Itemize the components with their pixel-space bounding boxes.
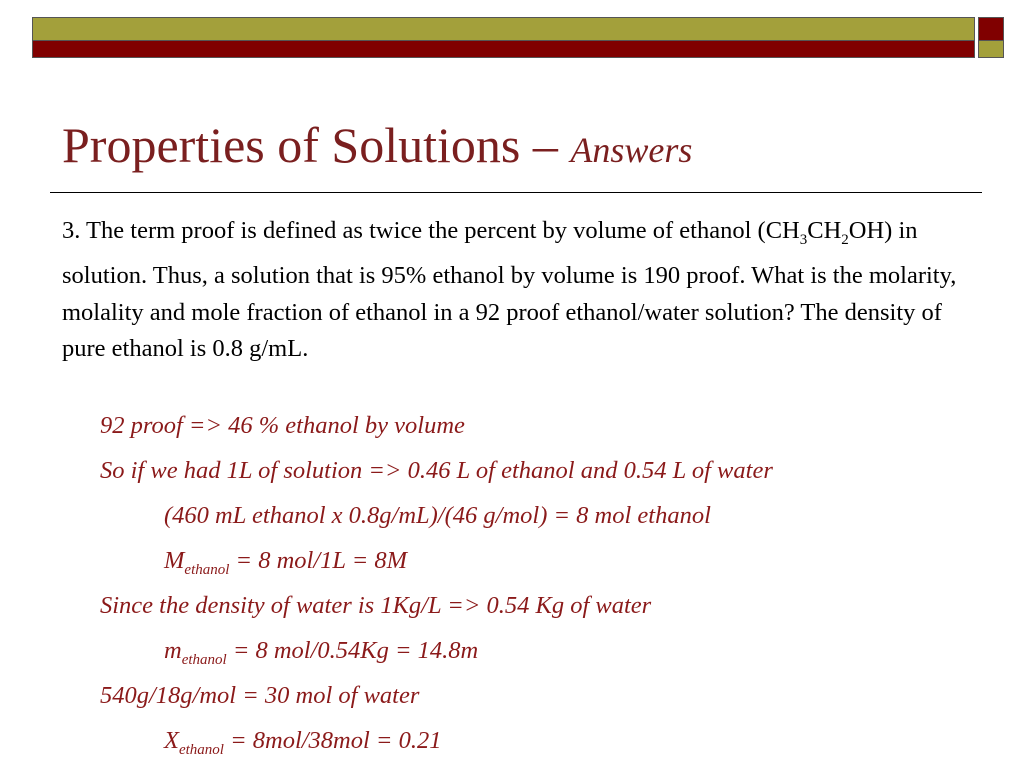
corner-square-top	[978, 17, 1004, 41]
title-sub: Answers	[570, 130, 693, 170]
molarity-rest: = 8 mol/1L = 8M	[229, 547, 408, 574]
answer-line-4	[164, 546, 407, 585]
answer-line-8	[164, 726, 441, 765]
question-sub1: 3	[799, 231, 808, 248]
maroon-bar	[32, 41, 975, 58]
answer-line-1: 92 proof => 46 % ethanol by volume	[100, 412, 465, 439]
question-part3: OH) in solution. Thus, a solution that is 95% ethanol by volume is 190 proof. What is the molarity, molality and mole fraction of ethanol in a 92 proof ethanol/water solution? The density of pure ethanol is 0.8 g/mL.	[62, 217, 957, 363]
question-sub2: 2	[841, 231, 849, 248]
answer-line-7: 540g/18g/mol = 30 mol of water	[100, 682, 420, 709]
question-part1: 3. The term proof is defined as twice the percent by volume of ethanol (CH	[62, 217, 800, 244]
mole-fraction-subscript: ethanol	[178, 741, 224, 758]
answer-line-6	[164, 636, 478, 675]
molality-symbol: m	[164, 637, 182, 664]
mole-fraction-symbol: X	[164, 727, 179, 754]
olive-bar	[32, 17, 975, 41]
slide-title	[62, 118, 692, 173]
corner-square-bottom	[978, 41, 1004, 58]
mole-fraction-rest: = 8mol/38mol = 0.21	[223, 727, 442, 754]
answer-line-3: (460 mL ethanol x 0.8g/mL)/(46 g/mol) = 8 mol ethanol	[164, 502, 711, 529]
molality-rest: = 8 mol/0.54Kg = 14.8m	[226, 637, 479, 664]
title-divider	[50, 192, 982, 193]
question-part2: CH	[807, 217, 842, 244]
molarity-symbol: M	[164, 547, 185, 574]
title-main: Properties of Solutions –	[62, 117, 571, 173]
molarity-subscript: ethanol	[184, 561, 230, 578]
question-text	[62, 213, 962, 368]
molality-subscript: ethanol	[181, 651, 227, 668]
answer-line-5: Since the density of water is 1Kg/L => 0.54 Kg of water	[100, 592, 652, 619]
header-decoration	[0, 0, 1024, 70]
answer-line-2: So if we had 1L of solution => 0.46 L of ethanol and 0.54 L of water	[100, 457, 773, 484]
